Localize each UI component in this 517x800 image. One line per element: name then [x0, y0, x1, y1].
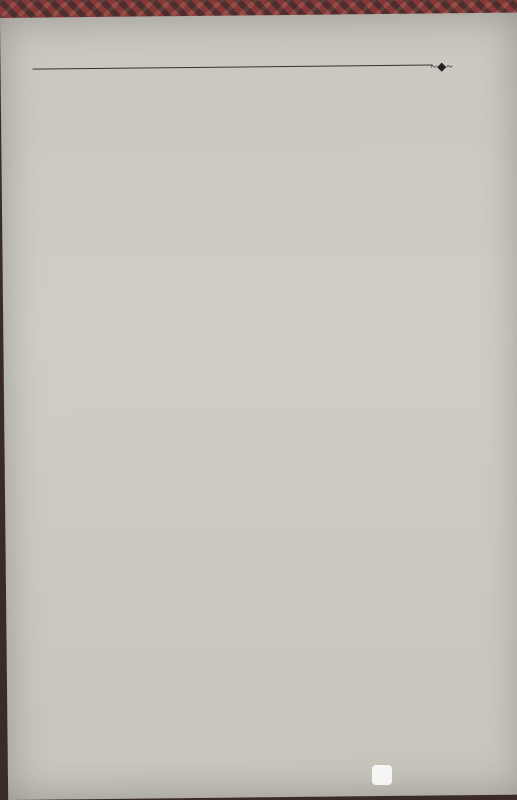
watermark-badge: [372, 765, 392, 785]
watermark-logo: [372, 765, 394, 789]
table-of-contents: [27, 69, 487, 118]
running-head: [0, 13, 517, 74]
header-rule: [33, 64, 433, 69]
book-page: [0, 13, 517, 800]
section-title: [45, 69, 487, 118]
ornament-icon: ~◆~: [430, 59, 453, 74]
